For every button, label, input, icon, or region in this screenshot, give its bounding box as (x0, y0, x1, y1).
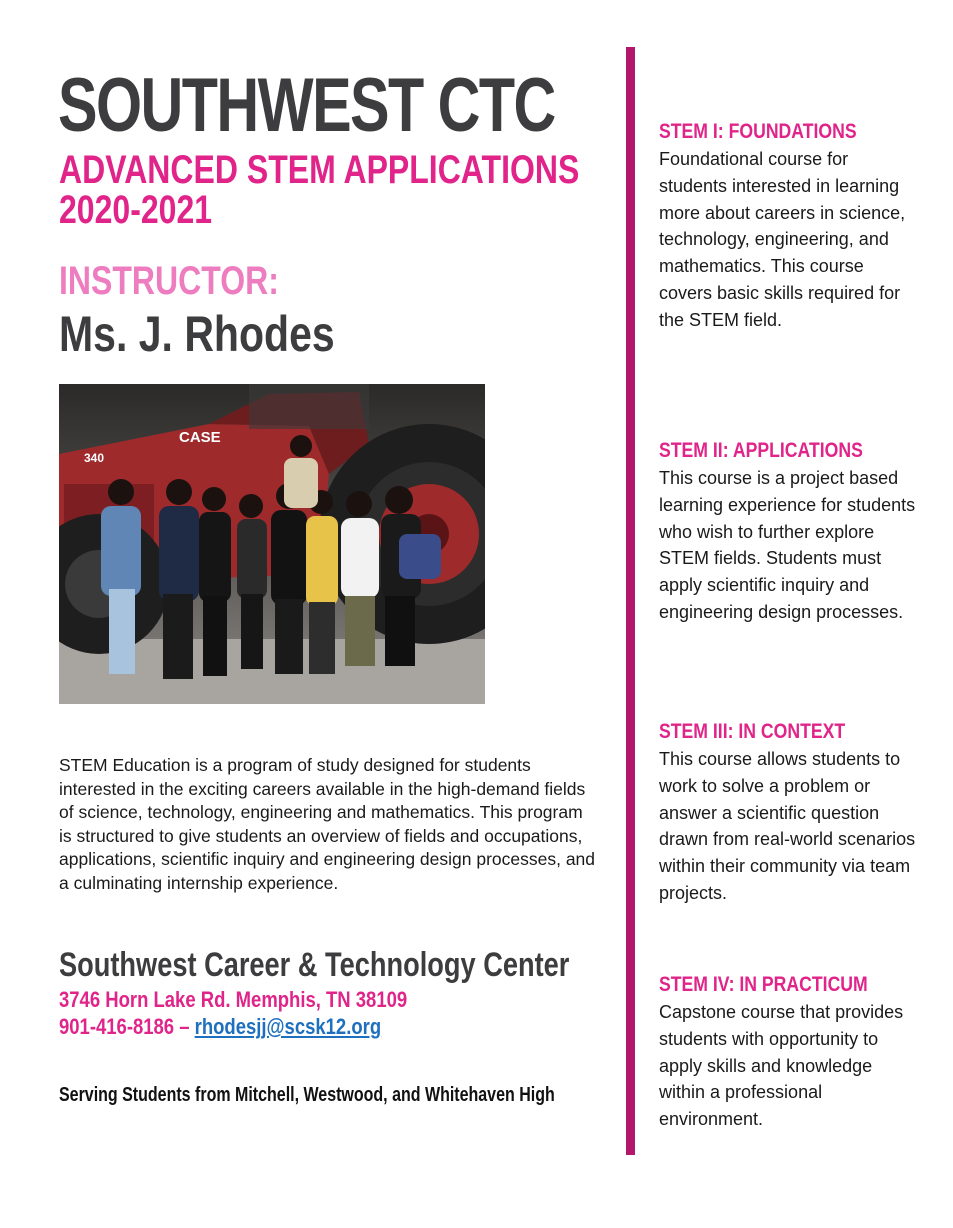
course-description: Foundational course for students interested in learning more about careers in science, technology, engineering, and mathematics. This course covers basic skills required for the STEM field. (659, 149, 906, 330)
program-subtitle (59, 150, 579, 230)
photo-illustration (59, 384, 485, 704)
backpack (399, 534, 441, 579)
students-tractor-photo (59, 384, 485, 704)
serving-note: Serving Students from Mitchell, Westwood, and Whitehaven High (59, 1084, 555, 1106)
tractor-brand-text: CASE (179, 429, 221, 446)
course-title: STEM IV: IN PRACTICUM (659, 973, 868, 996)
course-stem-2 (659, 439, 919, 626)
course-stem-4 (659, 973, 919, 1133)
instructor-name: Ms. J. Rhodes (59, 306, 335, 362)
tractor-model-text: 340 (84, 451, 105, 465)
instructor-label: INSTRUCTOR: (59, 259, 279, 303)
address: 3746 Horn Lake Rd. Memphis, TN 38109 (59, 987, 408, 1012)
vertical-divider (626, 47, 635, 1155)
program-description: STEM Education is a program of study designed for students interested in the exciting careers available in the high-demand fields of science, technology, engineering and mathematics. This program is structured to give students an overview of fields and occupations, applications, scientific inquiry and engineering design processes, and a culminating internship experience. (59, 755, 596, 893)
course-description: This course is a project based learning experience for students who wish to further explore STEM fields. Students must apply scientific inquiry and engineering design processes. (659, 468, 916, 622)
email-link[interactable]: rhodesjj@scsk12.org (194, 1014, 382, 1039)
center-name: Southwest Career & Technology Center (59, 946, 570, 984)
course-title: STEM II: APPLICATIONS (659, 439, 863, 462)
school-year: 2020-2021 (59, 188, 213, 232)
course-description: Capstone course that provides students with opportunity to apply skills and knowledge within a professional environment. (659, 1002, 904, 1130)
course-stem-1 (659, 120, 919, 334)
course-title: STEM I: FOUNDATIONS (659, 120, 857, 143)
phone: 901-416-8186 – (59, 1014, 190, 1039)
course-description: This course allows students to work to solve a problem or answer a scientific question drawn from real-world scenarios within their community via team projects. (659, 749, 916, 903)
page-title: SOUTHWEST CTC (58, 63, 555, 148)
course-title: STEM III: IN CONTEXT (659, 720, 846, 743)
contact-info (59, 986, 407, 1040)
program-name: ADVANCED STEM APPLICATIONS (59, 148, 580, 192)
course-stem-3 (659, 720, 919, 907)
